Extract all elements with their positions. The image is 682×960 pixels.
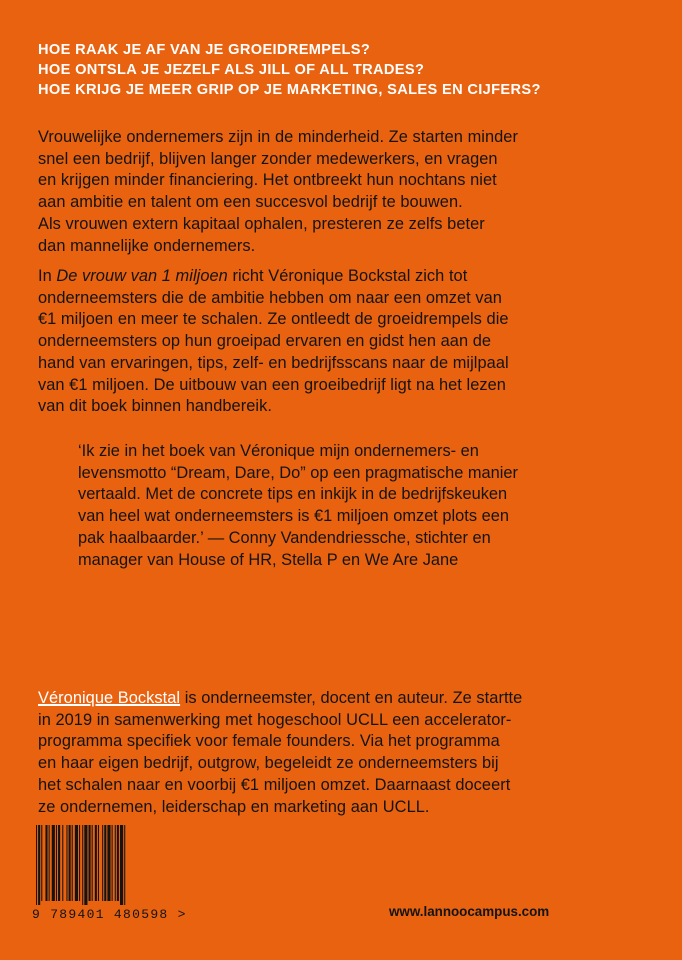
paragraph-line: van dit boek binnen handbereik. — [38, 397, 272, 416]
headline-line: HOE ONTSLA JE JEZELF ALS JILL OF ALL TRADES? — [38, 62, 425, 78]
barcode-bar — [49, 825, 50, 901]
barcode-bar — [75, 825, 78, 901]
barcode-bar — [62, 825, 63, 901]
bio-line: en haar eigen bedrijf, outgrow, begeleidt ze onderneemsters bij — [38, 754, 499, 773]
barcode-bar — [98, 825, 99, 901]
barcode-bar — [72, 825, 73, 901]
quote-line: vertaald. Met de concrete tips en inkijk in de bedrijfskeuken — [78, 485, 508, 504]
book-title: De vrouw van 1 miljoen — [56, 267, 228, 285]
paragraph-line: en krijgen minder financiering. Het ontbreekt hun nochtans niet — [38, 171, 497, 190]
paragraph-line: snel een bedrijf, blijven langer zonder medewerkers, en vragen — [38, 149, 498, 168]
line-rest: is onderneemster, docent en auteur. Ze startte — [180, 689, 523, 707]
quote-line: ‘Ik zie in het boek van Véronique mijn ondernemers- en — [78, 442, 479, 460]
line-rest: richt Véronique Bockstal zich tot — [227, 267, 468, 285]
barcode-bar — [36, 825, 37, 905]
paragraph-line: dan mannelijke ondernemers. — [38, 236, 256, 255]
barcode-bar — [92, 825, 93, 901]
quote-line: van heel wat onderneemsters is €1 miljoen omzet plots een — [78, 507, 509, 526]
author-name: Véronique Bockstal — [38, 689, 181, 707]
barcode-bar — [124, 825, 125, 905]
barcode-bar — [56, 825, 57, 901]
book-description-paragraph — [38, 266, 618, 418]
barcode-bar — [41, 825, 42, 901]
paragraph-line: onderneemsters die de ambitie hebben om naar een omzet van — [38, 288, 502, 307]
paragraph-line: Als vrouwen extern kapitaal ophalen, presteren ze zelfs beter — [38, 214, 485, 233]
intro-paragraph — [38, 127, 618, 257]
publisher-website: www.lannoocampus.com — [389, 904, 550, 919]
paragraph-line: van €1 miljoen. De uitbouw van een groeibedrijf ligt na het lezen — [38, 375, 506, 394]
barcode-bar — [95, 825, 97, 901]
quote-line: manager van House of HR, Stella P en We Are Jane — [78, 550, 459, 569]
barcode-bar — [115, 825, 116, 901]
bio-line: ze ondernemen, leiderschap en marketing aan UCLL. — [38, 797, 430, 816]
barcode-bar — [112, 825, 113, 901]
headline-questions — [38, 40, 648, 100]
author-bio — [38, 688, 618, 818]
barcode-bar — [120, 825, 123, 905]
barcode-bar — [104, 825, 106, 901]
quote-line: pak haalbaarder.’ — Conny Vandendriessche, stichter en — [78, 528, 491, 547]
barcode-bar — [45, 825, 47, 901]
barcode-bar — [66, 825, 67, 901]
bio-line: in 2019 in samenwerking met hogeschool UCLL een accelerator- — [38, 710, 512, 729]
headline-line: HOE RAAK JE AF VAN JE GROEIDREMPELS? — [38, 42, 371, 58]
barcode-bar — [89, 825, 91, 901]
paragraph-line: hand van ervaringen, tips, zelf- en bedrijfsscans naar de mijlpaal — [38, 353, 509, 372]
quote-line: levensmotto “Dream, Dare, Do” op een pragmatische manier — [78, 463, 519, 482]
barcode — [36, 825, 151, 905]
isbn-number: 9 789401 480598 > — [32, 907, 187, 922]
barcode-bar — [84, 825, 87, 905]
barcode-bar — [117, 825, 119, 901]
bio-line — [38, 688, 618, 710]
endorsement-quote — [78, 441, 618, 571]
barcode-bar — [69, 825, 71, 901]
barcode-bar — [38, 825, 40, 905]
paragraph-line: €1 miljoen en meer te schalen. Ze ontleedt de groeidrempels die — [38, 310, 509, 329]
intro-word: In — [38, 267, 57, 285]
barcode-bar — [79, 825, 80, 901]
paragraph-line: onderneemsters op hun groeipad ervaren en gidst hen aan de — [38, 332, 492, 351]
barcode-bar — [102, 825, 103, 901]
barcode-bar — [82, 825, 83, 905]
paragraph-line — [38, 266, 618, 288]
barcode-bar — [107, 825, 110, 901]
paragraph-line: aan ambitie en talent om een succesvol bedrijf te bouwen. — [38, 193, 463, 212]
bio-line: programma specifiek voor female founders. Via het programma — [38, 732, 500, 751]
barcode-bar — [52, 825, 55, 901]
paragraph-line: Vrouwelijke ondernemers zijn in de minderheid. Ze starten minder — [38, 128, 518, 146]
headline-line: HOE KRIJG JE MEER GRIP OP JE MARKETING, SALES EN CIJFERS? — [38, 82, 541, 98]
barcode-bar — [58, 825, 60, 901]
bio-line: het schalen naar en voorbij €1 miljoen omzet. Daarnaast doceert — [38, 775, 511, 794]
